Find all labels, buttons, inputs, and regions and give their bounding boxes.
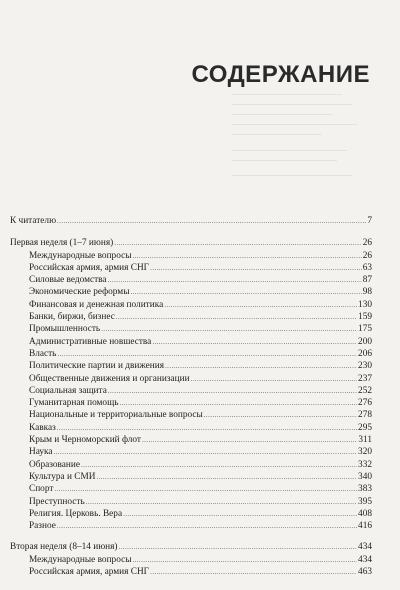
show-through-line (232, 104, 352, 105)
toc-subentry[interactable] (10, 422, 372, 434)
toc-entry-title: Образование (29, 459, 80, 470)
toc-leader-dots (119, 541, 358, 553)
toc-leader-dots (108, 274, 362, 286)
toc-entry-page: 237 (358, 373, 372, 384)
toc-entry-title: Международные вопросы (29, 250, 132, 261)
toc-entry-page: 311 (358, 435, 372, 446)
toc-leader-dots (119, 397, 357, 409)
toc-entry-title: Гуманитарная помощь (29, 398, 119, 409)
toc-entry-title: К читателю (10, 216, 57, 226)
toc-leader-dots (142, 434, 357, 446)
toc-entry-title: Религия. Церковь. Вера (29, 508, 123, 519)
toc-leader-dots (57, 215, 366, 227)
toc-entry-title: Первая неделя (1–7 июня) (10, 238, 114, 249)
toc-subentry[interactable] (10, 274, 372, 286)
toc-entry-page: 463 (358, 567, 372, 578)
toc-leader-dots (132, 250, 361, 262)
toc-entry-title: Силовые ведомства (29, 275, 107, 286)
toc-leader-dots (57, 422, 357, 434)
toc-subentry[interactable] (10, 483, 372, 495)
toc-leader-dots (116, 311, 357, 323)
toc-entry-title: Наука (29, 447, 53, 458)
toc-leader-dots (130, 286, 361, 298)
toc-subentry[interactable] (10, 471, 372, 483)
toc-entry-page: 26 (362, 250, 372, 261)
toc-entry-page: 98 (362, 287, 372, 298)
toc-subentry[interactable] (10, 496, 372, 508)
show-through-line (232, 160, 337, 161)
toc-entry-title: Российская армия, армия СНГ (29, 262, 150, 273)
toc-entry-page: 175 (358, 324, 372, 335)
toc-leader-dots (114, 237, 362, 249)
show-through-line (232, 150, 347, 151)
toc-entry-title: Финансовая и денежная политика (29, 299, 164, 310)
show-through-line (232, 94, 342, 95)
toc-leader-dots (57, 520, 357, 532)
toc-leader-dots (150, 566, 357, 578)
toc-subentry[interactable] (10, 459, 372, 471)
toc-subentry[interactable] (10, 446, 372, 458)
toc-entry-title: Национальные и территориальные вопросы (29, 410, 203, 421)
toc-entry-page: 332 (358, 459, 372, 470)
toc-subentry[interactable] (10, 554, 372, 566)
toc-subentry[interactable] (10, 360, 372, 372)
toc-entry-title: Разное (29, 521, 56, 532)
toc-subentry[interactable] (10, 336, 372, 348)
toc-leader-dots (191, 373, 358, 385)
show-through-line (232, 134, 322, 135)
toc-subentry[interactable] (10, 385, 372, 397)
toc-entry-week1[interactable] (10, 237, 372, 249)
toc-subentry[interactable] (10, 262, 372, 274)
toc-leader-dots (81, 459, 357, 471)
toc-subentry[interactable] (10, 508, 372, 520)
toc-entry-page: 340 (358, 471, 372, 482)
show-through-line (232, 114, 332, 115)
show-through-line (232, 175, 352, 176)
toc-leader-dots (108, 385, 357, 397)
toc-entry-title: Кавказ (29, 422, 56, 433)
toc-entry-title: Политические партии и движения (29, 361, 165, 372)
toc-subentry[interactable] (10, 299, 372, 311)
page-title: СОДЕРЖАНИЕ (191, 61, 370, 89)
toc-entry-title: Крым и Черноморский флот (29, 435, 141, 446)
toc-leader-dots (96, 471, 357, 483)
toc-leader-dots (101, 323, 357, 335)
toc-subentry[interactable] (10, 250, 372, 262)
toc-leader-dots (150, 262, 362, 274)
toc-entry-page: 295 (358, 422, 372, 433)
toc-entry-page: 278 (358, 410, 372, 421)
toc-subentry[interactable] (10, 566, 372, 578)
toc-subentry[interactable] (10, 397, 372, 409)
toc-entry-page: 408 (358, 508, 372, 519)
toc-entry-page: 7 (367, 216, 372, 226)
toc-entry-page: 320 (358, 447, 372, 458)
toc-subentry[interactable] (10, 348, 372, 360)
toc-leader-dots (57, 348, 357, 360)
toc-subentry[interactable] (10, 520, 372, 532)
toc-entry-title: Спорт (29, 484, 54, 495)
toc-entry-title: Культура и СМИ (29, 471, 96, 482)
toc-leader-dots (54, 483, 357, 495)
toc-leader-dots (123, 508, 357, 520)
toc-entry-title: Банки, биржи, бизнес (29, 312, 115, 323)
toc-entry-page: 26 (362, 238, 372, 249)
toc-entry-title: Экономические реформы (29, 287, 130, 298)
toc-entry-page: 159 (358, 312, 372, 323)
toc-subentry[interactable] (10, 434, 372, 446)
toc-entry-title: Преступность (29, 496, 85, 507)
toc-entry-page: 383 (358, 484, 372, 495)
toc-entry-title: Власть (29, 348, 57, 359)
toc-entry-title: Российская армия, армия СНГ (29, 567, 150, 578)
toc-entry-page: 63 (362, 262, 372, 273)
toc-entry-title: Вторая неделя (8–14 июня) (10, 542, 118, 553)
toc-leader-dots (86, 496, 357, 508)
toc-entry-title: Социальная защита (29, 385, 107, 396)
toc-entry-page: 434 (358, 542, 372, 553)
toc-entry-page: 200 (358, 336, 372, 347)
toc-entry-intro[interactable] (10, 215, 372, 227)
toc-entry-title: Промышленность (29, 324, 101, 335)
toc-entry-page: 416 (358, 521, 372, 532)
show-through-line (232, 124, 357, 125)
toc-entry-page: 130 (358, 299, 372, 310)
toc-entry-title: Общественные движения и организации (29, 373, 190, 384)
toc-leader-dots (165, 360, 357, 372)
toc-entry-page: 252 (358, 385, 372, 396)
table-of-contents (10, 215, 372, 578)
toc-leader-dots (152, 336, 357, 348)
toc-entry-page: 206 (358, 348, 372, 359)
toc-entry-week2[interactable] (10, 541, 372, 553)
toc-leader-dots (54, 446, 358, 458)
toc-subentry[interactable] (10, 409, 372, 421)
toc-leader-dots (164, 299, 357, 311)
toc-entry-title: Административные новшества (29, 336, 152, 347)
toc-subentry[interactable] (10, 311, 372, 323)
toc-subentry[interactable] (10, 323, 372, 335)
toc-entry-page: 230 (358, 361, 372, 372)
toc-subentry[interactable] (10, 373, 372, 385)
toc-subentry[interactable] (10, 286, 372, 298)
toc-entry-title: Международные вопросы (29, 554, 132, 565)
toc-entry-page: 276 (358, 398, 372, 409)
toc-leader-dots (204, 409, 357, 421)
toc-entry-page: 434 (358, 554, 372, 565)
toc-leader-dots (132, 554, 357, 566)
toc-entry-page: 395 (358, 496, 372, 507)
toc-entry-page: 87 (362, 275, 372, 286)
